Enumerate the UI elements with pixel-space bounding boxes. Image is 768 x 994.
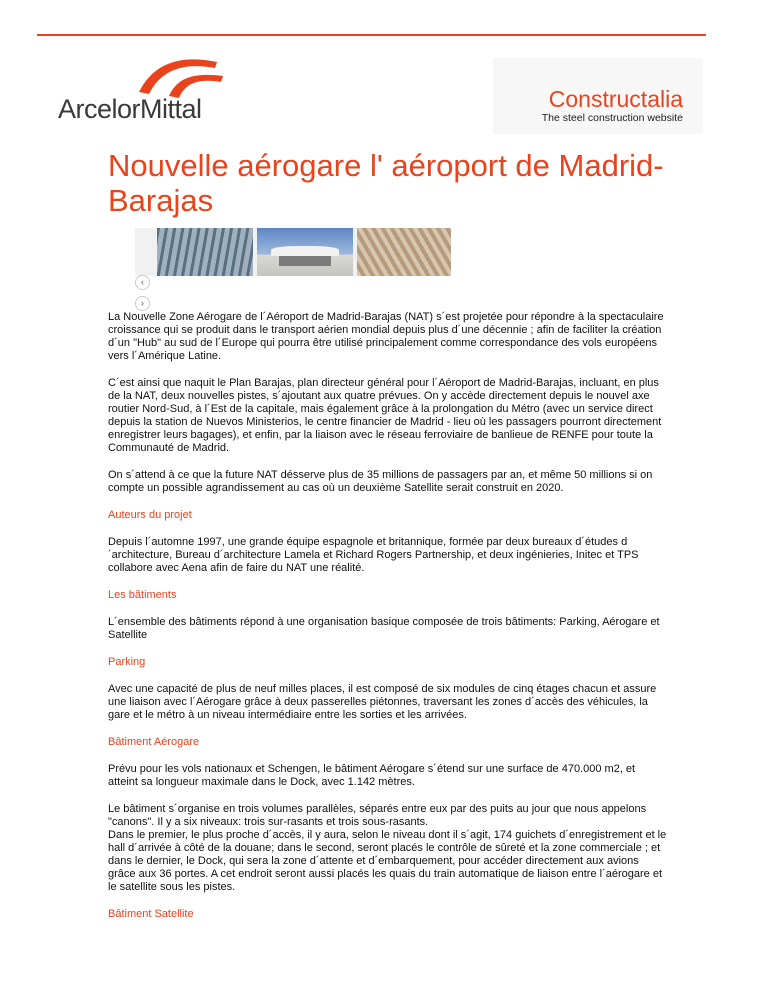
terminal-roof-shape [271,246,339,256]
gallery-prev-button[interactable]: ‹ [135,275,150,290]
paragraph-plan-barajas: C´est ainsi que naquit le Plan Barajas, plan directeur général pour l´Aéroport de Madrid-Barajas, incluant, en plus de la NAT, deux nouvelles pistes, s´ajoutant aux quatre prévues. On y accède directement depuis le nouvel axe routier Nord-Sud, à l´Est de la capitale, mais également grâce à la prolongation du Métro (avec un service direct depuis la station de Nuevos Ministerios, le centre financier de Madrid - lieu où les passagers pourront directement enregistrer leurs bagages), et enfin, par la liaison avec le réseau ferroviaire de banlieue de RENFE pour toute la Communauté de Madrid. [108,377,662,454]
gallery-image-terminal-exterior[interactable] [257,228,353,276]
brand-left-name: ArcelorMittal [58,94,202,124]
terminal-base-shape [279,256,331,266]
arcelormittal-logo[interactable] [58,52,218,127]
paragraph-batiments: L´ensemble des bâtiments répond à une organisation basique composée de trois bâtiments: Parking, Aérogare et Satellite [108,616,660,641]
section-heading-satellite: Bâtiment Satellite [108,908,194,920]
gallery-image-ceiling-detail[interactable] [357,228,451,276]
gallery-next-button[interactable]: › [135,296,150,311]
paragraph-auteurs: Depuis l´automne 1997, une grande équipe espagnole et britannique, formée par deux bureaux d´études d´architecture, Bureau d´architecture Lamela et Richard Rogers Partnership, et deux ingénieries, Initec et TPS collabore avec Aena afin de faire du NAT une réalité. [108,536,639,574]
paragraph-aerogare-organisation-line1: Le bâtiment s´organise en trois volumes parallèles, séparés entre eux par des puits au jour que nous appelons "canons". Il y a six niveaux: trois sur-rasants et trois sous-rasants. [108,803,647,828]
paragraph-aerogare: Prévu pour les vols nationaux et Schengen, le bâtiment Aérogare s´étend sur une surface de 470.000 m2, et atteint sa longueur maximale dans le Dock, avec 1.142 mètres. [108,763,636,788]
section-heading-parking: Parking [108,656,146,668]
arcelormittal-swoosh-icon [131,52,231,100]
constructalia-logo[interactable] [493,58,703,134]
section-heading-batiments: Les bâtiments [108,589,177,601]
paragraph-capacity: On s´attend à ce que la future NAT désserve plus de 35 millions de passagers par an, et même 50 millions si on compte un possible agrandissement au cas où un deuxième Satellite serait construit en 2020. [108,469,653,494]
paragraph-aerogare-organisation-line2: Dans le premier, le plus proche d´accès, il y aura, selon le niveau dont il s´agit, 174 guichets d´enregistrement et le hall d´arrivée à côté de la douane; dans le second, seront placés le contrôle de sûreté et la zone commerciale ; et dans le dernier, le Dock, qui sera la zone d´attente et d´embarquement, pour accéder directement aux avions grâce aux 36 portes. A cet endroit seront aussi placés les quais du train automatique de liaison entre l´aérogare et le satellite sous les pistes. [108,829,667,893]
brand-right-name: Constructalia [548,86,683,112]
paragraph-intro: La Nouvelle Zone Aérogare de l´Aéroport de Madrid-Barajas (NAT) s´est projetée pour répondre à la spectaculaire croissance qui se produit dans le transport aérien mondial depuis plus d´une décennie ; afin de faciliter la création d´un "Hub" au sud de l´Europe qui pourra être utilisé principalement comme correspondance des vols européens vers l´Amérique Latine. [108,311,664,362]
article-body [108,311,668,935]
section-heading-aerogare: Bâtiment Aérogare [108,736,200,748]
page-title: Nouvelle aérogare l' aéroport de Madrid- Barajas [108,148,664,218]
paragraph-parking: Avec une capacité de plus de neuf milles places, il est composé de six modules de cinq étages chacun et assure une liaison avec l´Aérogare grâce à deux passerelles piétonnes, traversant les zones d´accès des véhicules, la gare et le métro à un niveau intermédiaire entre les sorties et les arrivées. [108,683,657,721]
image-gallery [135,228,451,276]
paragraph-aerogare-organisation [108,803,668,894]
header-rule [37,34,706,36]
section-heading-auteurs: Auteurs du projet [108,509,192,521]
gallery-image-roof-structure[interactable] [157,228,253,276]
brand-right-tagline: The steel construction website [541,112,683,124]
